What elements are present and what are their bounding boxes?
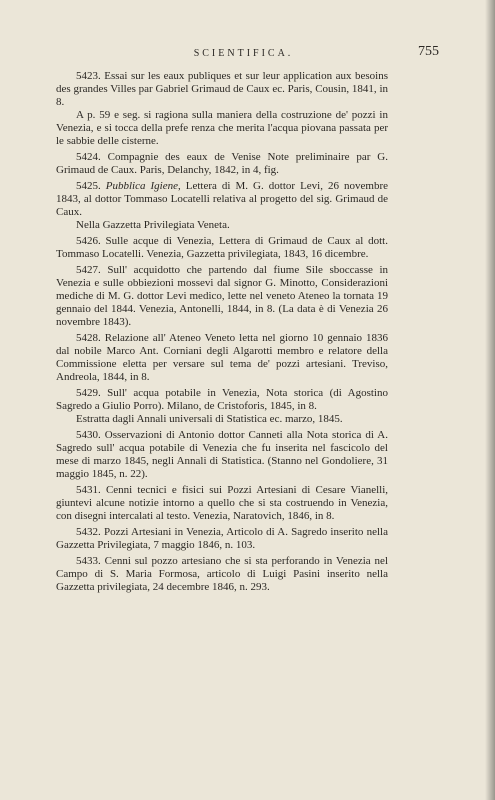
entry-text <box>56 180 388 219</box>
entry-text: 5424. Compagnie des eaux de Venise Note preliminaire par G. Grimaud de Caux. Paris, Delanchy, 1842, in 4, fig. <box>56 151 388 176</box>
entry-note: Nella Gazzetta Privilegiata Veneta. <box>76 219 230 231</box>
entry-text: 5431. Cenni tecnici e fisici sui Pozzi Artesiani di Cesare Vianelli, giuntevi alcune notizie intorno a quello che si sta costruendo in Venezia, con disegni intercalati al testo. Venezia, Naratovich, 1846, in 8. <box>56 484 388 522</box>
entry-text: 5432. Pozzi Artesiani in Venezia, Articolo di A. Sagredo inserito nella Gazzetta Privilegiata, 7 maggio 1846, n. 103. <box>56 526 388 551</box>
entry-note: Estratta dagli Annali universali di Statistica ec. marzo, 1845. <box>76 413 343 425</box>
entry-text: 5427. Sull' acquidotto che partendo dal fiume Sile sboccasse in Venezia e sulle obbiezioni mossevi dal signor G. Minotto, Considerazioni mediche di M. G. dottor Levi medico, lette nel veneto Ateneo la tornata 19 gennaio del 1844. Venezia, Antonelli, 1844, in 8. (La data è di Venezia 26 novembre 1843). <box>56 264 388 328</box>
page-number: 755 <box>418 44 439 59</box>
entry-text: 5430. Osservazioni di Antonio dottor Canneti alla Nota storica di A. Sagredo sull' acqua potabile di Venezia che fu inserita nel fascicolo del mese di marzo 1845, negli Annali di Statistica. (Stanno nel Gondoliere, 31 maggio 1845, n. 22). <box>56 429 388 480</box>
entry-text: 5429. Sull' acqua potabile in Venezia, Nota storica (di Agostino Sagredo a Giulio Porro). Milano, de Cristoforis, 1845, in 8. <box>56 387 388 412</box>
entry-rest: , Lettera di M. G. dottor Levi, 26 novembre 1843, al dottor Tommaso Locatelli relativa al progetto del sig. Grimaud de Caux. <box>56 180 389 218</box>
entry-text: 5433. Cenni sul pozzo artesiano che si sta perforando in Venezia nel Campo di S. Maria Formosa, articolo di Luigi Pasini inserito nella Gazzetta privilegiata, 24 decembre 1846, n. 293. <box>56 555 388 593</box>
entry-text: 5426. Sulle acque di Venezia, Lettera di Grimaud de Caux al dott. Tommaso Locatelli. Venezia, Gazzetta privilegiata, 1843, 16 dicembre. <box>56 235 388 260</box>
entry-5427 <box>56 264 388 329</box>
entry-italic-title: Pubblica Igiene <box>105 180 178 192</box>
entry-number: 5425. <box>76 180 101 192</box>
entry-note: A p. 59 e seg. si ragiona sulla maniera della costruzione de' pozzi in Venezia, e si tocca della prefe renza che merita l'acqua piovana passata per le sabbie delle cisterne. <box>56 109 388 147</box>
entry-5432 <box>56 526 388 552</box>
entry-5428 <box>56 332 388 384</box>
entry-text: 5423. Essai sur les eaux publiques et sur leur application aux besoins des grandes Villes par Gabriel Grimaud de Caux ec. Paris, Cousin, 1841, in 8. <box>56 70 388 108</box>
page-body <box>56 70 388 597</box>
page-header <box>48 44 439 62</box>
entry-5433 <box>56 555 388 594</box>
entry-5424 <box>56 151 388 177</box>
entry-5425 <box>56 180 388 232</box>
entry-text: 5428. Relazione all' Ateneo Veneto letta nel giorno 10 gennaio 1836 dal nobile Marco Ant. Corniani degli Algarotti membro e relatore della Commissione eletta per versare sul tema de' pozzi artesiani. Treviso, Andreola, 1844, in 8. <box>56 332 388 383</box>
running-title: SCIENTIFICA. <box>193 48 294 59</box>
entry-5426 <box>56 235 388 261</box>
entry-5423 <box>56 70 388 148</box>
entry-5431 <box>56 484 388 523</box>
entry-5430 <box>56 429 388 481</box>
entry-5429 <box>56 387 388 426</box>
